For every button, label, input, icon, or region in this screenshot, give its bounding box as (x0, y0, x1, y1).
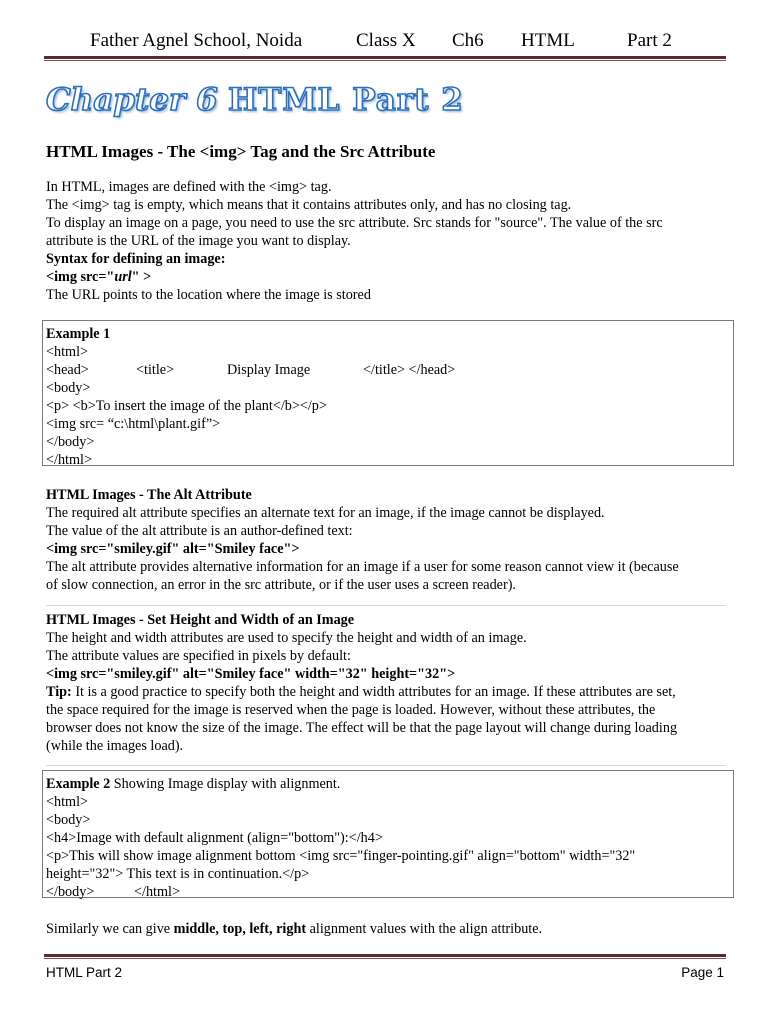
syntax-label: Syntax for defining an image: (46, 251, 226, 267)
paragraph-line: The alt attribute provides alternative information for an image if a user for some reason cannot view it (because (46, 559, 679, 575)
section-heading-height-width: HTML Images - Set Height and Width of an Image (46, 612, 355, 628)
page-number: Page 1 (681, 965, 724, 980)
paragraph-line: The <img> tag is empty, which means that it contains attributes only, and has no closing tag. (46, 197, 572, 213)
header-school: Father Agnel School, Noida (90, 30, 303, 51)
example-2-title: Example 2 (46, 776, 111, 792)
section-img-tag-body (46, 178, 726, 304)
code-line: <img src= “c:\html\plant.gif”> (46, 416, 221, 432)
example-2-title-line (43, 775, 733, 793)
section-heading-alt: HTML Images - The Alt Attribute (46, 487, 252, 503)
code-line: height="32"> This text is in continuation.</p> (46, 866, 310, 882)
paragraph-line: browser does not know the size of the image. The effect will be that the page layout will change during loading (46, 720, 678, 736)
header-part: Part 2 (627, 30, 672, 51)
code-head-open: <head> (46, 362, 89, 378)
closing-suffix: alignment values with the align attribute. (306, 921, 543, 937)
code-line: <p> <b>To insert the image of the plant</b></p> (46, 398, 327, 414)
header-rule (44, 56, 726, 59)
code-line: <html> (46, 794, 89, 810)
header-rule-thin (44, 60, 726, 61)
closing-values: middle, top, left, right (173, 921, 307, 937)
section-alt-attribute (46, 486, 726, 594)
closing-paragraph (46, 920, 726, 938)
example-2-box (42, 770, 734, 898)
syntax-code (46, 268, 726, 286)
paragraph-line: The required alt attribute specifies an alternate text for an image, if the image cannot be displayed. (46, 505, 605, 521)
syntax-note: The URL points to the location where the image is stored (46, 287, 371, 303)
code-body-close: </body> (46, 884, 95, 900)
example-1-title: Example 1 (46, 326, 111, 342)
code-title-text: Display Image (227, 362, 311, 378)
paragraph-line: The value of the alt attribute is an author-defined text: (46, 523, 353, 539)
paragraph-line: The height and width attributes are used to specify the height and width of an image. (46, 630, 527, 646)
code-sample-alt: <img src="smiley.gif" alt="Smiley face"> (46, 541, 300, 557)
footer-title: HTML Part 2 (46, 965, 123, 980)
example-1-box (42, 320, 734, 466)
tip-text: It is a good practice to specify both the height and width attributes for an image. If these attributes are set, (71, 684, 676, 700)
chapter-title: HTML Part 2 (228, 82, 464, 118)
example-2-description: Showing Image display with alignment. (110, 776, 341, 792)
paragraph-line: To display an image on a page, you need to use the src attribute. Src stands for "source". The value of the src (46, 215, 663, 231)
code-html-close: </html> (134, 884, 180, 900)
code-line: <h4>Image with default alignment (align="bottom"):</h4> (46, 830, 383, 846)
code-title-open: <title> (136, 362, 175, 378)
paragraph-line: (while the images load). (46, 738, 184, 754)
page-header (46, 30, 726, 54)
paragraph-line: attribute is the URL of the image you want to display. (46, 233, 351, 249)
paragraph-line: In HTML, images are defined with the <img> tag. (46, 179, 332, 195)
code-line-head (43, 361, 733, 379)
code-line-closing (43, 883, 733, 901)
header-chapter-number: Ch6 (452, 30, 484, 51)
code-line: <p>This will show image alignment bottom <img src="finger-pointing.gif" align="bottom" width="32" (46, 848, 636, 864)
paragraph-line: of slow connection, an error in the src attribute, or if the user uses a screen reader). (46, 577, 516, 593)
paragraph-line: The attribute values are specified in pixels by default: (46, 648, 351, 664)
code-line: </body> (46, 434, 95, 450)
header-class: Class X (356, 30, 416, 51)
section-height-width (46, 611, 726, 755)
section-divider (46, 765, 726, 766)
closing-prefix: Similarly we can give (46, 921, 174, 937)
syntax-code-url: url (114, 269, 132, 285)
header-subject: HTML (521, 30, 575, 51)
syntax-code-suffix: " > (131, 269, 152, 285)
tip-label: Tip: (46, 684, 72, 700)
closing-line (46, 920, 726, 938)
code-line: <body> (46, 380, 91, 396)
chapter-label: Chapter 6 (46, 82, 218, 118)
code-title-close: </title> </head> (363, 362, 456, 378)
code-line: </html> (46, 452, 92, 468)
syntax-code-prefix: <img src=" (46, 269, 115, 285)
section-heading-img-tag: HTML Images - The <img> Tag and the Src Attribute (46, 142, 436, 161)
code-line: <body> (46, 812, 91, 828)
footer-rule-thin (44, 958, 726, 959)
footer-rule (44, 954, 726, 957)
section-divider (46, 605, 726, 606)
tip-line (46, 683, 726, 701)
code-line: <html> (46, 344, 89, 360)
code-sample-height-width: <img src="smiley.gif" alt="Smiley face" width="32" height="32"> (46, 666, 456, 682)
paragraph-line: the space required for the image is reserved when the page is loaded. However, without these attributes, the (46, 702, 656, 718)
